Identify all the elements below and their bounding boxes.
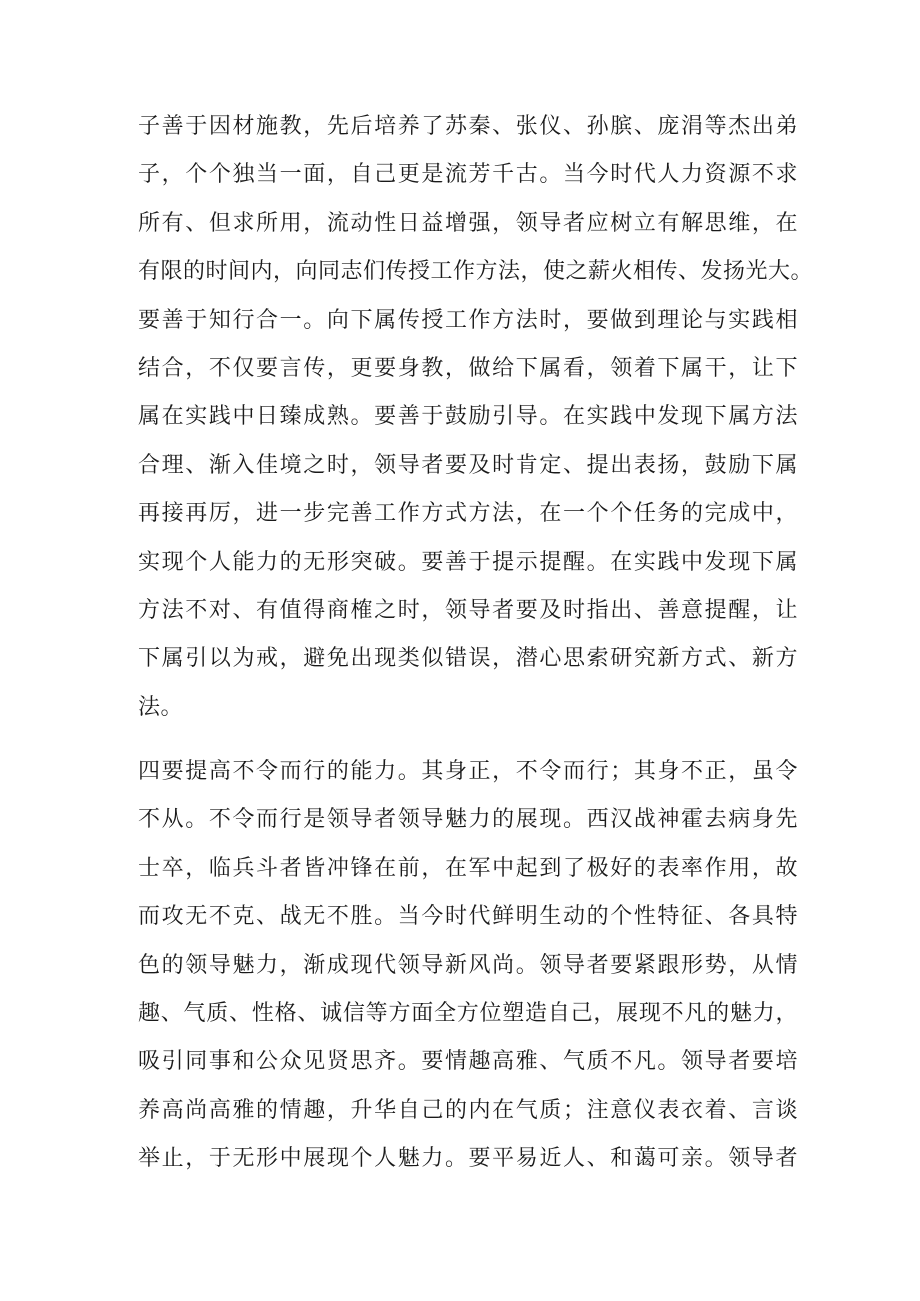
- paragraph-line: 而攻无不克、战无不胜。当今时代鲜明生动的个性特征、各具特: [138, 904, 798, 930]
- paragraph-line: 色的领导魅力，渐成现代领导新风尚。领导者要紧跟形势，从情: [138, 952, 798, 978]
- paragraph-line: 养高尚高雅的情趣，升华自己的内在气质；注意仪表衣着、言谈: [138, 1097, 798, 1123]
- paragraph-line: 吸引同事和公众见贤思齐。要情趣高雅、气质不凡。领导者要培: [138, 1049, 798, 1075]
- paragraph-line: 再接再厉，进一步完善工作方式方法，在一个个任务的完成中，: [138, 501, 798, 527]
- paragraph-2: [138, 748, 798, 1184]
- paragraph-line: 四要提高不令而行的能力。其身正，不令而行；其身不正，虽令: [138, 759, 798, 784]
- paragraph-line: 方法不对、有值得商榷之时，领导者要及时指出、善意提醒，让: [138, 597, 798, 623]
- paragraph-line: 属在实践中日臻成熟。要善于鼓励引导。在实践中发现下属方法: [138, 404, 798, 430]
- paragraph-line: 下属引以为戒，避免出现类似错误，潜心思索研究新方式、新方: [138, 646, 798, 672]
- paragraph-line: 子善于因材施教，先后培养了苏秦、张仪、孙膑、庞涓等杰出弟: [138, 114, 798, 139]
- paragraph-line: 趣、气质、性格、诚信等方面全方位塑造自己，展现不凡的魅力，: [138, 1000, 798, 1026]
- paragraph-line: 不从。不令而行是领导者领导魅力的展现。西汉战神霍去病身先: [138, 807, 798, 833]
- paragraph-1: [138, 103, 814, 732]
- paragraph-line: 举止，于无形中展现个人魅力。要平易近人、和蔼可亲。领导者: [138, 1146, 798, 1172]
- paragraph-line: 要善于知行合一。向下属传授工作方法时，要做到理论与实践相: [138, 307, 798, 333]
- paragraph-line: 所有、但求所用，流动性日益增强，领导者应树立有解思维，在: [138, 210, 798, 236]
- paragraph-line: 士卒，临兵斗者皆冲锋在前，在军中起到了极好的表率作用，故: [138, 855, 798, 881]
- paragraph-line: 有限的时间内，向同志们传授工作方法，使之薪火相传、发扬光大。: [138, 259, 814, 285]
- paragraph-line: 合理、渐入佳境之时，领导者要及时肯定、提出表扬，鼓励下属: [138, 452, 798, 478]
- paragraph-line: 子，个个独当一面，自己更是流芳千古。当今时代人力资源不求: [138, 162, 798, 188]
- paragraph-line: 法。: [138, 694, 184, 720]
- paragraph-line: 实现个人能力的无形突破。要善于提示提醒。在实践中发现下属: [138, 549, 798, 575]
- paragraph-line: 结合，不仅要言传，更要身教，做给下属看，领着下属干，让下: [138, 355, 798, 381]
